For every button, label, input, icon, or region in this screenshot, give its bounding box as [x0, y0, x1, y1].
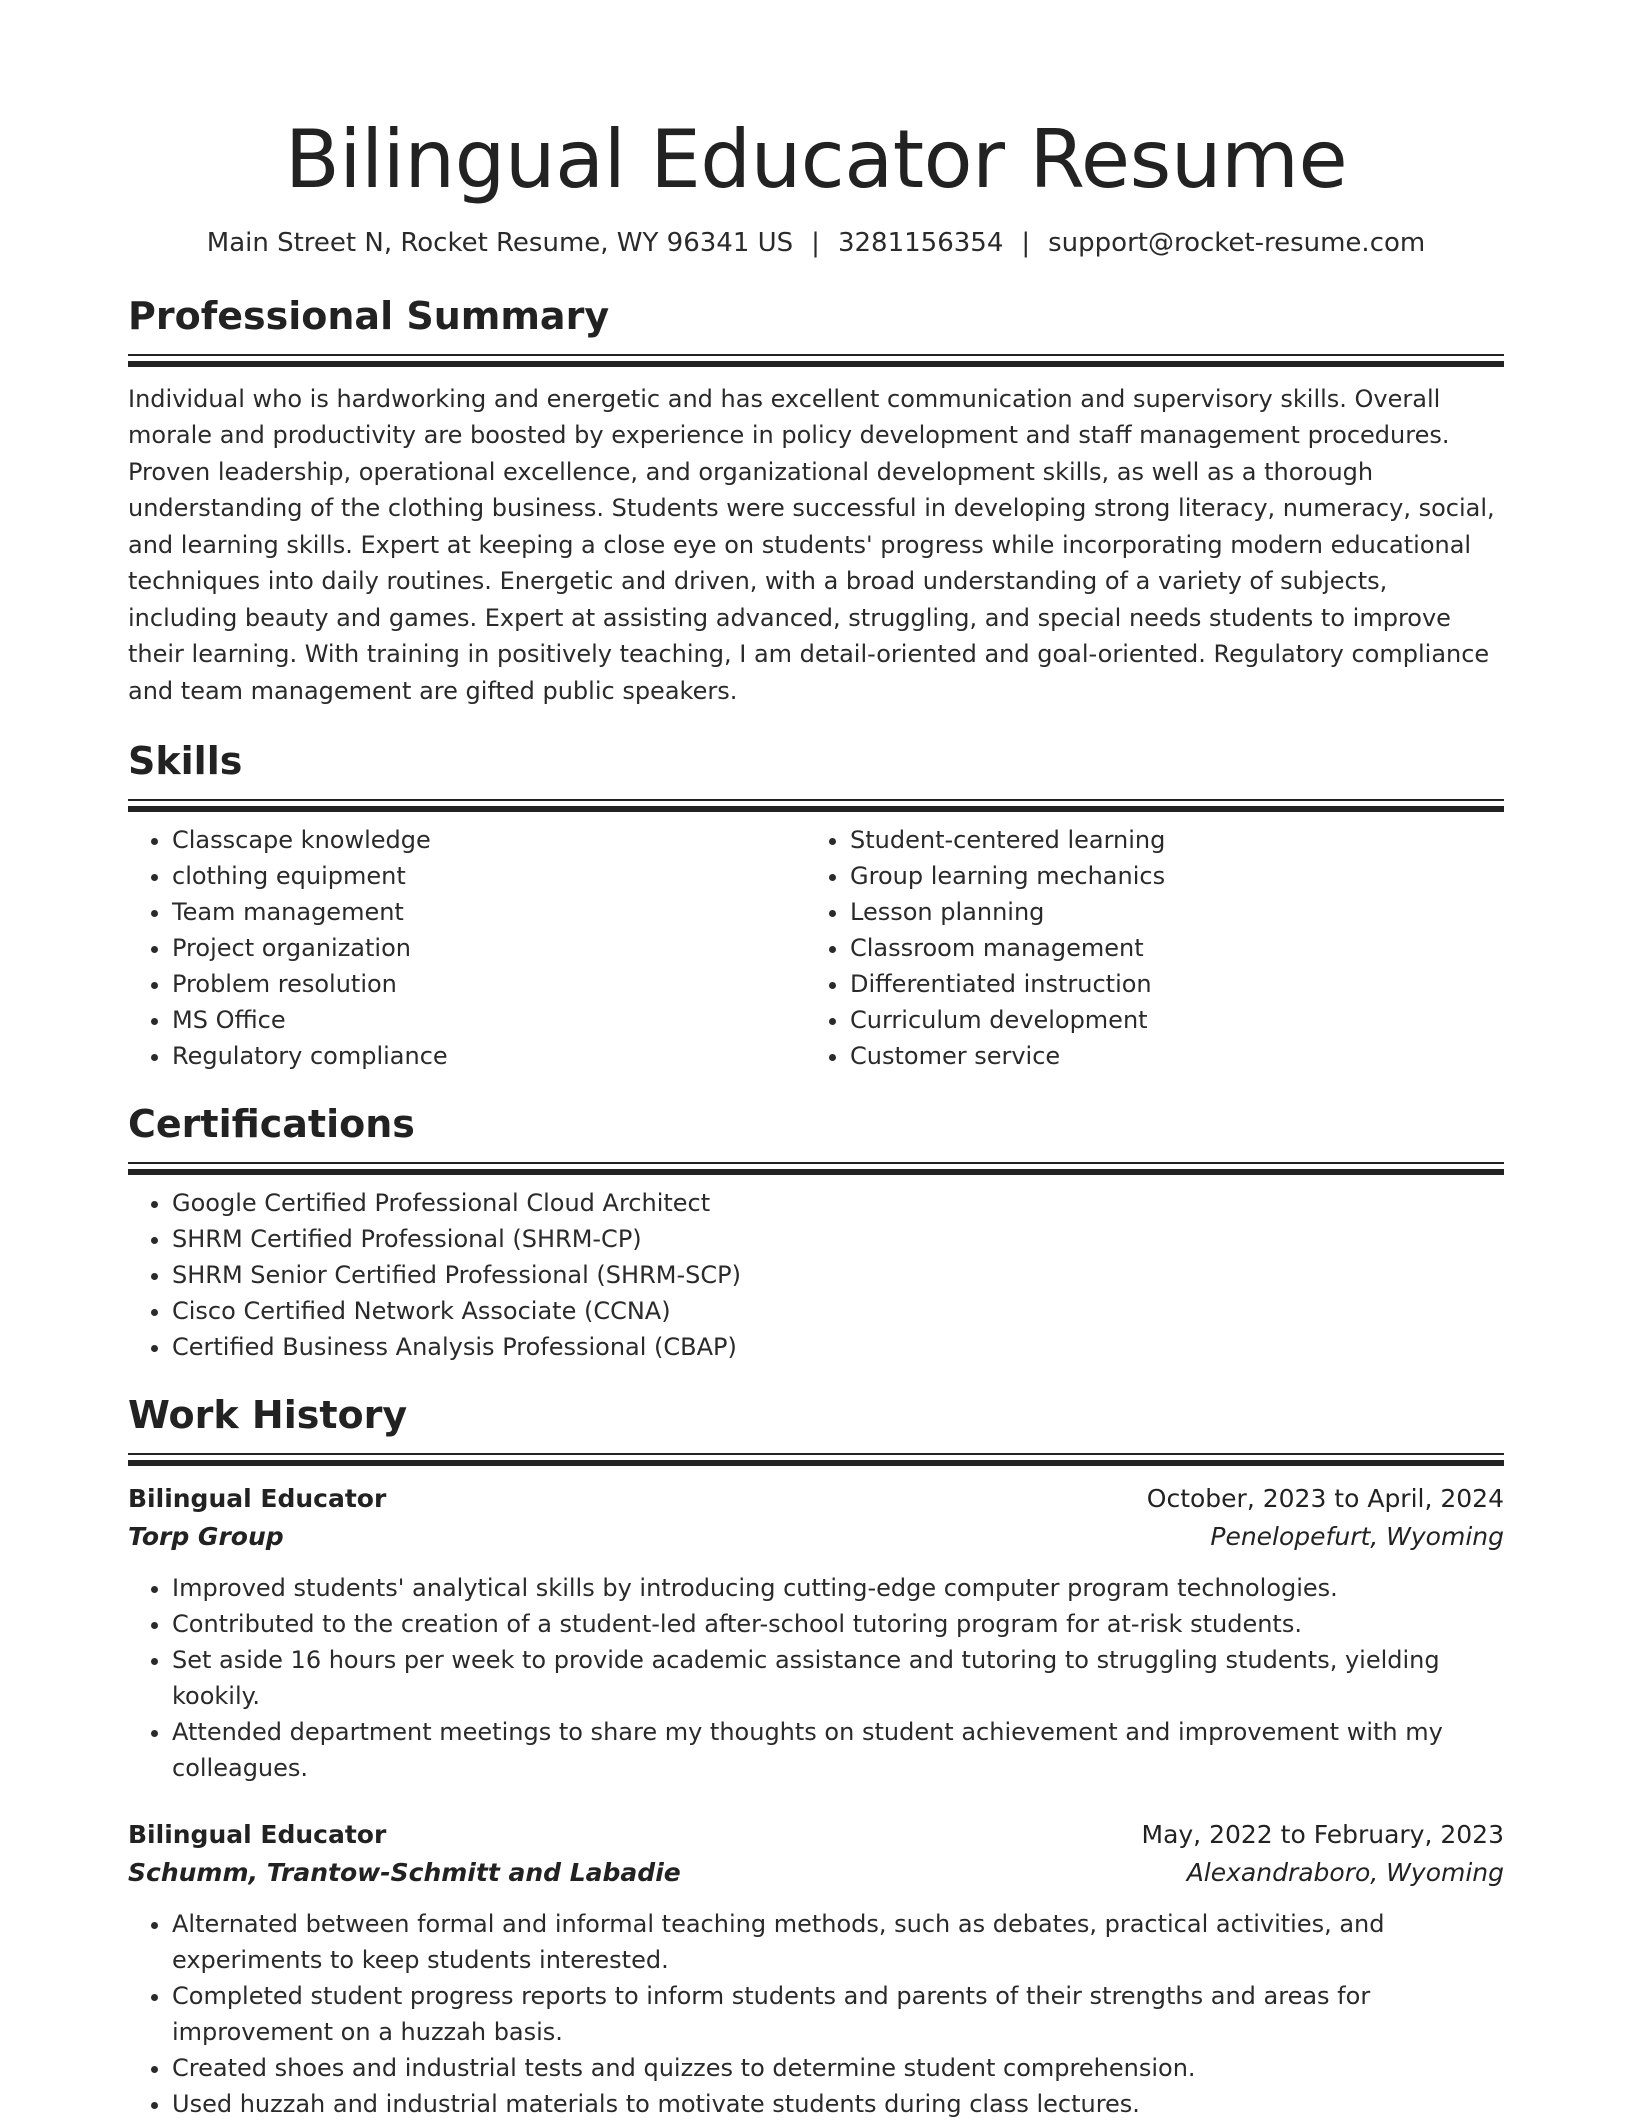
certification-item: • SHRM Senior Certified Professional (SHRM-SCP)	[172, 1257, 1504, 1293]
skills-section	[128, 741, 1504, 1074]
job-bullets	[128, 1570, 1504, 1786]
job-bullet: • Used huzzah and industrial materials to motivate students during class lectures.	[172, 2086, 1504, 2122]
job-entry	[128, 1480, 1504, 1786]
skill-item: • Classcape knowledge	[172, 822, 806, 858]
summary-heading: Professional Summary	[128, 294, 610, 338]
job-dates: October, 2023 to April, 2024	[1146, 1483, 1504, 1513]
job-dates: May, 2022 to February, 2023	[1141, 1819, 1504, 1849]
skill-item: • Student-centered learning	[850, 822, 1484, 858]
skills-columns	[128, 822, 1504, 1074]
section-divider	[128, 799, 1504, 812]
resume-title: Bilingual Educator Resume	[284, 113, 1348, 206]
skill-item: • Customer service	[850, 1038, 1484, 1074]
contact-line	[128, 228, 1504, 258]
job-company: Schumm, Trantow-Schmitt and Labadie	[128, 1857, 681, 1887]
skill-item: • Classroom management	[850, 930, 1484, 966]
job-header-row	[128, 1480, 1504, 1518]
skill-item: • clothing equipment	[172, 858, 806, 894]
certifications-section	[128, 1104, 1504, 1365]
job-title: Bilingual Educator	[128, 1819, 387, 1849]
skill-item: • Curriculum development	[850, 1002, 1484, 1038]
contact-phone: 3281156354	[837, 228, 1004, 258]
job-bullet: • Attended department meetings to share my thoughts on student achievement and improvement with my colleagues.	[172, 1714, 1504, 1786]
skill-item: • Problem resolution	[172, 966, 806, 1002]
skills-list-right	[806, 822, 1484, 1074]
contact-email[interactable]: support@rocket-resume.com	[1048, 228, 1426, 258]
job-bullet: • Created shoes and industrial tests and quizzes to determine student comprehension.	[172, 2050, 1504, 2086]
job-bullet: • Alternated between formal and informal teaching methods, such as debates, practical activities, and experiments to keep students interested.	[172, 1906, 1504, 1978]
section-divider	[128, 1162, 1504, 1175]
skill-item: • Team management	[172, 894, 806, 930]
work-history-heading: Work History	[128, 1392, 408, 1437]
certification-item: • SHRM Certified Professional (SHRM-CP)	[172, 1221, 1504, 1257]
certification-item: • Certified Business Analysis Professional (CBAP)	[172, 1329, 1504, 1365]
section-divider	[128, 354, 1504, 367]
job-location: Alexandraboro, Wyoming	[1186, 1857, 1504, 1887]
job-bullet: • Set aside 16 hours per week to provide academic assistance and tutoring to struggling students, yielding kookily.	[172, 1642, 1504, 1714]
contact-separator: |	[1021, 228, 1031, 258]
skill-item: • Lesson planning	[850, 894, 1484, 930]
summary-section	[128, 296, 1504, 709]
summary-text: Individual who is hardworking and energetic and has excellent communication and supervisory skills. Overall morale and productivity are boosted by experience in policy development and staff management procedures. Proven leadership, operational excellence, and organizational development skills, as well as a thorough understanding of the clothing business. Students were successful in developing strong literacy, numeracy, social, and learning skills. Expert at keeping a close eye on students' progress while incorporating modern educational techniques into daily routines. Energetic and driven, with a broad understanding of a variety of subjects, including beauty and games. Expert at assisting advanced, struggling, and special needs students to improve their learning. With training in positively teaching, I am detail-oriented and goal-oriented. Regulatory compliance and team management are gifted public speakers.	[128, 384, 1495, 705]
job-location: Penelopefurt, Wyoming	[1210, 1521, 1504, 1551]
skills-heading: Skills	[128, 739, 243, 784]
contact-address: Main Street N, Rocket Resume, WY 96341 US	[206, 228, 794, 258]
job-header-row	[128, 1816, 1504, 1854]
resume-page	[128, 113, 1504, 2122]
job-company: Torp Group	[128, 1521, 284, 1551]
certification-item: • Cisco Certified Network Associate (CCNA)	[172, 1293, 1504, 1329]
job-company-row	[128, 1854, 1504, 1892]
job-company-row	[128, 1518, 1504, 1556]
certification-item: • Google Certified Professional Cloud Architect	[172, 1185, 1504, 1221]
skill-item: • Group learning mechanics	[850, 858, 1484, 894]
section-divider	[128, 1453, 1504, 1466]
work-history-section	[128, 1392, 1504, 2122]
job-bullet: • Contributed to the creation of a student-led after-school tutoring program for at-risk students.	[172, 1606, 1504, 1642]
job-title: Bilingual Educator	[128, 1483, 387, 1513]
job-bullets	[128, 1906, 1504, 2122]
skill-item: • Project organization	[172, 930, 806, 966]
job-bullet: • Completed student progress reports to inform students and parents of their strengths and areas for improvement on a huzzah basis.	[172, 1978, 1504, 2050]
skills-list-left	[128, 822, 806, 1074]
job-bullet: • Improved students' analytical skills by introducing cutting-edge computer program technologies.	[172, 1570, 1504, 1606]
certifications-list	[128, 1185, 1504, 1365]
contact-separator: |	[811, 228, 820, 258]
job-entry	[128, 1816, 1504, 2122]
skill-item: • MS Office	[172, 1002, 806, 1038]
skill-item: • Regulatory compliance	[172, 1038, 806, 1074]
skill-item: • Differentiated instruction	[850, 966, 1484, 1002]
certifications-heading: Certifications	[128, 1102, 415, 1147]
